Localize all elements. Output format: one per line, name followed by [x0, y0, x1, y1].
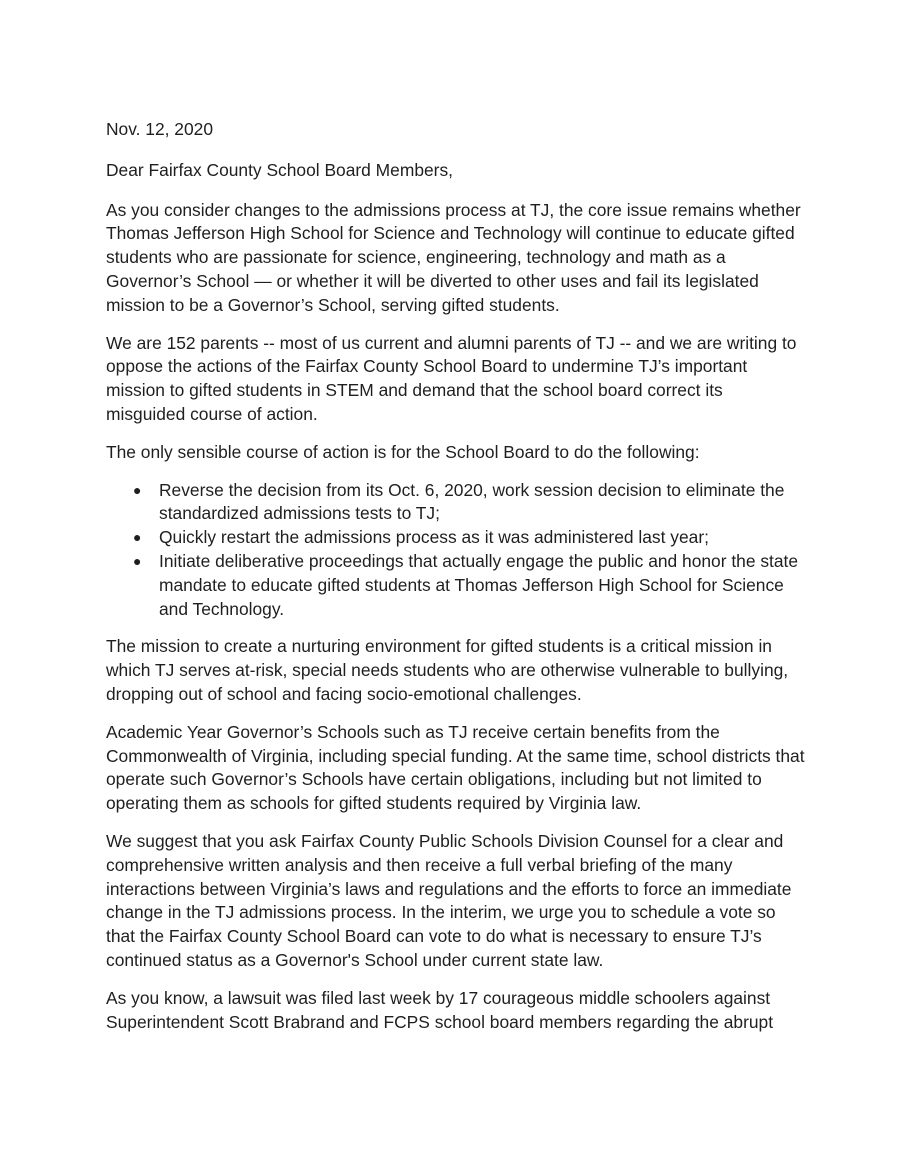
letter-salutation: Dear Fairfax County School Board Members,	[106, 159, 453, 180]
bullet-icon: ●	[133, 552, 142, 569]
action-item-reverse-decision	[106, 479, 806, 527]
letter-page	[106, 118, 806, 1048]
bullet-icon: ●	[133, 481, 142, 498]
paragraph-course-of-action-intro: The only sensible course of action is for the School Board to do the following:	[106, 441, 700, 462]
action-item-text: Initiate deliberative proceedings that actually engage the public and honor the state mandate to educate gifted students at Thomas Jefferson High School for Science and Technology.	[159, 550, 799, 619]
action-item-text: Reverse the decision from its Oct. 6, 2020, work session decision to eliminate the standardized admissions tests to TJ;	[159, 479, 785, 524]
paragraph-governors-schools: Academic Year Governor’s Schools such as TJ receive certain benefits from the Commonwealth of Virginia, including special funding. At the same time, school districts that operate such Governor’s Schools have certain obligations, including but not limited to operating them as schools for gifted students required by Virginia law.	[106, 721, 805, 814]
action-item-text: Quickly restart the admissions process as it was administered last year;	[159, 527, 709, 548]
paragraph-parents-opposition: We are 152 parents -- most of us current and alumni parents of TJ -- and we are writing to oppose the actions of the Fairfax County School Board to undermine TJ’s important mission to gifted students in STEM and demand that the school board correct its misguided course of action.	[106, 332, 797, 424]
paragraph-core-issue: As you consider changes to the admissions process at TJ, the core issue remains whether Thomas Jefferson High School for Science and Technology will continue to educate gifted students who are passionate for science, engineering, technology and math as a Governor’s School — or whether it will be diverted to other uses and fail its legislated mission to be a Governor’s School, serving gifted students.	[106, 199, 801, 315]
action-items-list	[106, 479, 806, 622]
action-item-initiate-proceedings	[106, 550, 806, 621]
paragraph-nurturing-mission: The mission to create a nurturing environment for gifted students is a critical mission in which TJ serves at-risk, special needs students who are otherwise vulnerable to bullying, dropping out of school and facing socio-emotional challenges.	[106, 636, 789, 704]
action-item-restart-admissions	[106, 526, 806, 550]
paragraph-counsel-analysis: We suggest that you ask Fairfax County Public Schools Division Counsel for a clear and comprehensive written analysis and then receive a full verbal briefing of the many interactions between Virginia’s laws and regulations and the efforts to force an immediate change in the TJ admissions process. In the interim, we urge you to schedule a vote so that the Fairfax County School Board can vote to do what is necessary to ensure TJ’s continued status as a Governor's School under current state law.	[106, 830, 792, 970]
paragraph-lawsuit: As you know, a lawsuit was filed last week by 17 courageous middle schoolers against Superintendent Scott Brabrand and FCPS school board members regarding the abrupt	[106, 987, 774, 1032]
bullet-icon: ●	[133, 529, 142, 546]
letter-date: Nov. 12, 2020	[106, 119, 213, 139]
